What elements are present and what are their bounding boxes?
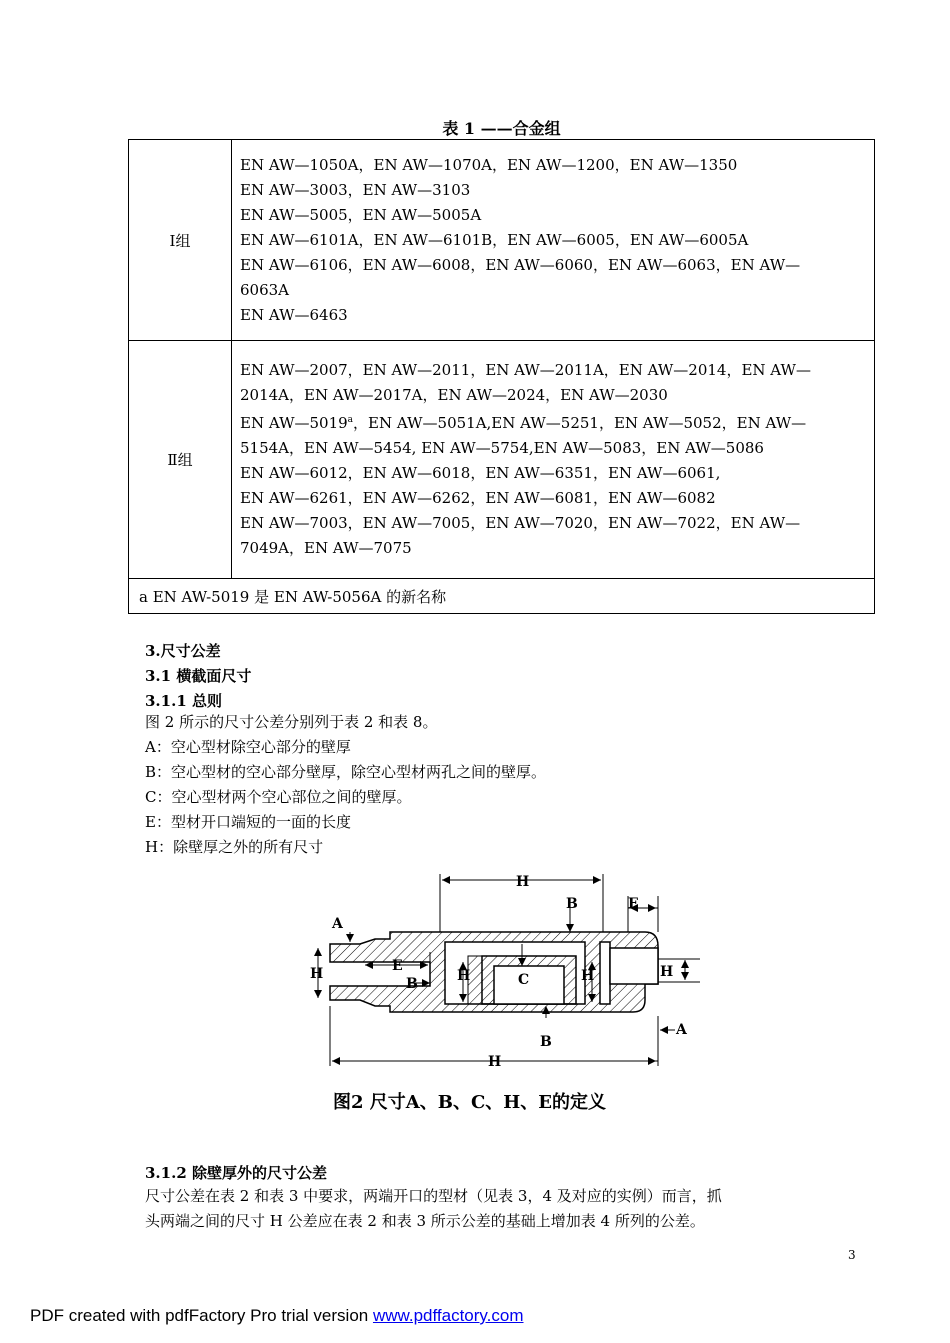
alloy-line: 5154A，EN AW—5454, EN AW—5754,EN AW—5083，EN AW—5086 xyxy=(240,439,764,457)
table-footnote: a EN AW-5019 是 EN AW-5056A 的新名称 xyxy=(129,579,875,614)
profile-dimension-figure xyxy=(300,866,710,1116)
label-a-left: A xyxy=(332,916,343,932)
group-alloys xyxy=(232,341,875,579)
alloy-line: 2014A，EN AW—2017A，EN AW—2024，EN AW—2030 xyxy=(240,386,668,404)
table-row xyxy=(129,579,875,614)
alloy-text: EN AW—5019 xyxy=(240,414,348,432)
figure-caption: 图2 尺寸A、B、C、H、E的定义 xyxy=(333,1092,607,1113)
alloy-line: EN AW—7003，EN AW—7005，EN AW—7020，EN AW—7022，EN AW— xyxy=(240,514,801,532)
definition-list xyxy=(145,710,546,860)
text-line: A：空心型材除空心部分的壁厚 xyxy=(145,738,351,756)
group-name: Ⅱ组 xyxy=(129,341,232,579)
text-line: 尺寸公差在表 2 和表 3 中要求，两端开口的型材（见表 3，4 及对应的实例）而言，抓 xyxy=(145,1187,722,1205)
label-h-left: H xyxy=(310,966,324,982)
text-line: 头两端之间的尺寸 H 公差应在表 2 和表 3 所示公差的基础上增加表 4 所列的公差。 xyxy=(145,1212,705,1230)
heading-3-1-1: 3.1.1 总则 xyxy=(145,692,222,710)
table-row xyxy=(129,140,875,341)
heading-3-1: 3.1 横截面尺寸 xyxy=(145,667,252,685)
label-e-left: E xyxy=(392,958,403,974)
label-b-top: B xyxy=(566,896,578,912)
text-line: 图 2 所示的尺寸公差分别列于表 2 和表 8。 xyxy=(145,713,438,731)
alloy-line: EN AW—3003，EN AW—3103 xyxy=(240,180,471,199)
alloy-line: 6063A xyxy=(240,280,290,299)
label-c: C xyxy=(518,972,530,988)
label-b-left: B xyxy=(406,976,418,992)
group-name: Ⅰ组 xyxy=(129,140,232,341)
table-row xyxy=(129,341,875,579)
paragraph xyxy=(145,1184,722,1234)
pdf-footer xyxy=(30,1306,524,1326)
label-h-mid2: H xyxy=(581,968,595,984)
alloy-line: EN AW—1050A，EN AW—1070A，EN AW—1200，EN AW—1350 xyxy=(240,155,738,174)
text-line: C：空心型材两个空心部位之间的壁厚。 xyxy=(145,788,412,806)
table-title: 表 1 ——合金组 xyxy=(442,119,561,138)
page-number: 3 xyxy=(848,1248,856,1262)
label-h-right: H xyxy=(660,964,674,980)
alloy-line: EN AW—6012，EN AW—6018，EN AW—6351，EN AW—6061, xyxy=(240,464,721,482)
label-e-right: E xyxy=(628,896,639,912)
group-alloys xyxy=(232,140,875,341)
alloy-line: EN AW—2007，EN AW—2011，EN AW—2011A，EN AW—2014，EN AW— xyxy=(240,361,811,379)
footer-text: PDF created with pdfFactory Pro trial version xyxy=(30,1306,373,1325)
alloy-line: EN AW—5005，EN AW—5005A xyxy=(240,205,482,224)
alloy-line: EN AW—6106，EN AW—6008，EN AW—6060，EN AW—6063，EN AW— xyxy=(240,255,801,274)
label-h-bottom: H xyxy=(488,1054,502,1070)
heading-3-1-2: 3.1.2 除壁厚外的尺寸公差 xyxy=(145,1164,327,1182)
alloy-line: 7049A，EN AW—7075 xyxy=(240,539,412,557)
heading-3: 3.尺寸公差 xyxy=(145,642,221,660)
alloy-line xyxy=(240,408,866,436)
alloy-line: EN AW—6101A，EN AW—6101B，EN AW—6005，EN AW—6005A xyxy=(240,230,749,249)
text-line: H：除壁厚之外的所有尺寸 xyxy=(145,838,324,856)
alloy-line: EN AW—6261，EN AW—6262，EN AW—6081，EN AW—6082 xyxy=(240,489,716,507)
label-a-right: A xyxy=(676,1022,687,1038)
text-line: E：型材开口端短的一面的长度 xyxy=(145,813,351,831)
label-h-top: H xyxy=(516,874,530,890)
footnote-marker: a xyxy=(347,415,354,425)
label-h-mid1: H xyxy=(457,968,471,984)
alloy-text: ，EN AW—5051A,EN AW—5251，EN AW—5052，EN AW— xyxy=(353,414,807,432)
text-line: B：空心型材的空心部分壁厚，除空心型材两孔之间的壁厚。 xyxy=(145,763,547,781)
label-b-bottom: B xyxy=(540,1034,552,1050)
alloy-line: EN AW—6463 xyxy=(240,305,348,324)
alloy-group-table xyxy=(128,139,875,614)
footer-link[interactable]: www.pdffactory.com xyxy=(372,1306,524,1325)
